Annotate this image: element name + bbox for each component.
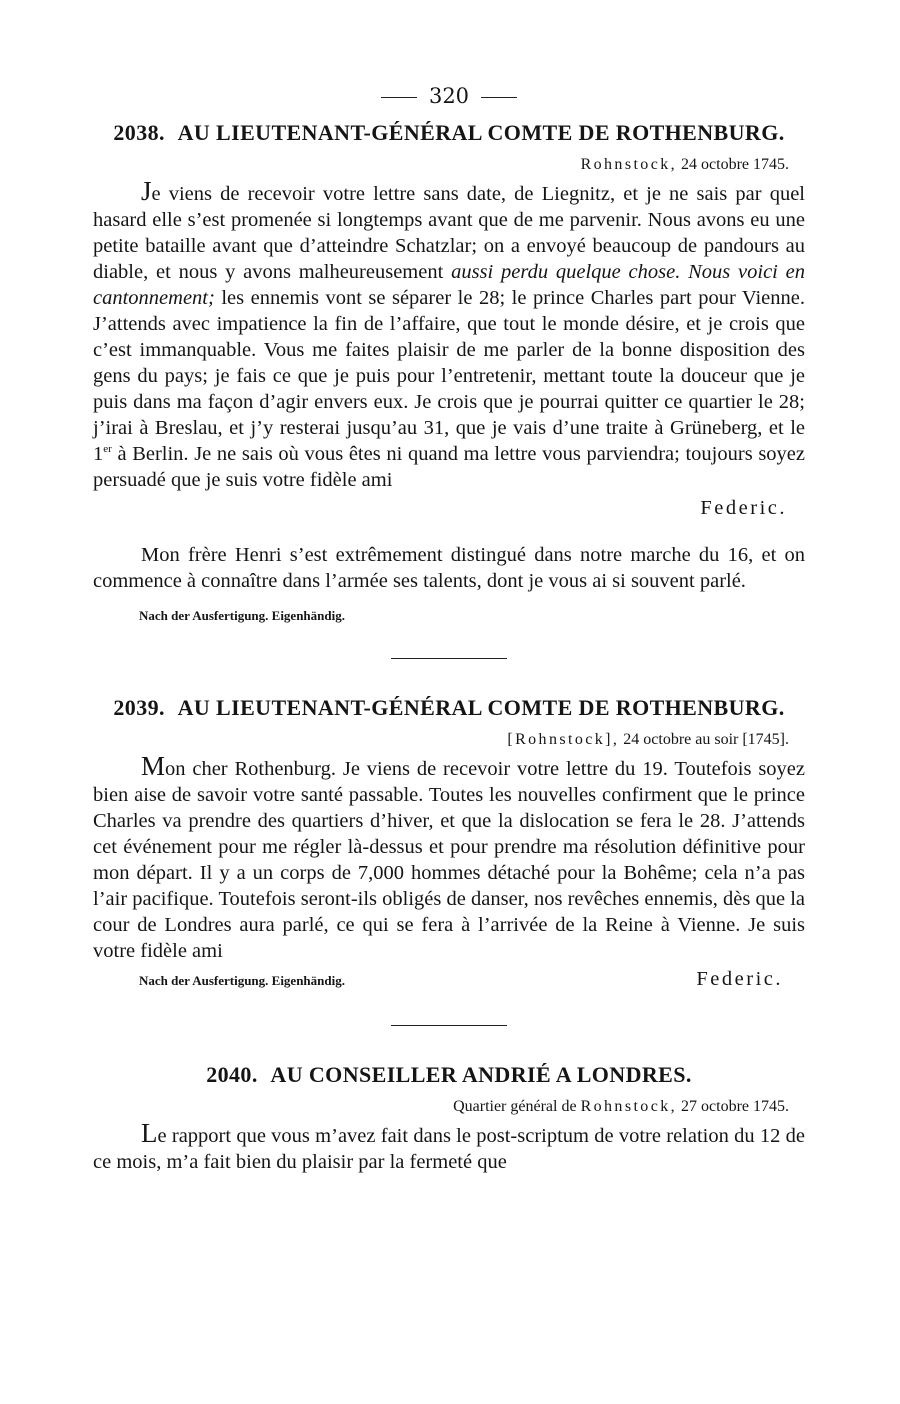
- letter-2040: [93, 1062, 805, 1175]
- letter-title: AU LIEUTENANT-GÉNÉRAL COMTE DE ROTHENBURG.: [177, 120, 785, 145]
- initial-letter: L: [141, 1118, 158, 1148]
- section-divider: [391, 1025, 507, 1026]
- signature: Federic.: [696, 968, 783, 990]
- date-place: Rohnstock,: [580, 156, 678, 173]
- letter-dateline: [93, 1098, 789, 1116]
- letter-heading: [93, 695, 805, 721]
- letter-body: [93, 753, 805, 964]
- letter-number: 2038.: [113, 120, 165, 145]
- page-number: 320: [428, 84, 470, 108]
- date-place: [Rohnstock],: [507, 731, 620, 748]
- letter-heading: [93, 1062, 805, 1088]
- body-text: on cher Rothenburg. Je viens de recevoir votre lettre du 19. Toutefois soyez bien aise de savoir votre santé passable. Toutes les nouvelles confirment que le prince Charles va prendre des quartiers d’hiver, et que la dislocation se fera le 28. J’attends cet événement pour me régler là-dessus et pour prendre ma résolution définitive pour mon départ. Il y a un corps de 7,000 hommes détaché pour la Bohême; cela n’a pas l’air pacifique. Toutefois seront-ils obligés de danser, nos revêches ennemis, dès que la cour de Londres aura parlé, ce qui se fera à l’arrivée de la Reine à Vienne. Je suis votre fidèle ami: [93, 758, 805, 962]
- body-text: e viens de recevoir votre lettre sans date, de Liegnitz, et je ne sais par quel hasard elle s’est promenée si longtemps avant que de me parvenir. Nous avons eu une petite bataille avant que d’atteindre Schatzlar; on a envoyé beaucoup de pandours au diable, et nous y avons malheureusement: [93, 183, 805, 283]
- initial-letter: M: [141, 751, 166, 781]
- letter-dateline: [93, 731, 789, 749]
- page-number-dash-left: [381, 97, 417, 98]
- letter-2039: [93, 695, 805, 991]
- letter-number: 2039.: [113, 695, 165, 720]
- page: [93, 84, 805, 1175]
- source-signature-row: [93, 968, 805, 991]
- superscript: er: [103, 443, 112, 456]
- body-text: les ennemis vont se séparer le 28; le prince Charles part pour Vienne. J’attends avec impatience la fin de l’affaire, que tout le monde désire, et je crois que c’est immanquable. Vous me faites plaisir de me parler de la bonne disposition des gens du pays; je fais ce que je puis pour l’entretenir, mettant toute la douceur que je puis dans ma façon d’agir envers eux. Je crois que je pourrai quitter ce quartier le 28; j’irai à Breslau, et j’y resterai jusqu’au 31, que je vais d’une traite à Grüneberg, et le 1: [93, 287, 805, 465]
- letter-title: AU CONSEILLER ANDRIÉ A LONDRES.: [270, 1062, 692, 1087]
- date-prefix: Quartier général de: [453, 1098, 577, 1115]
- date-place: Rohnstock,: [580, 1098, 678, 1115]
- date-text: 24 octobre 1745.: [681, 156, 789, 173]
- body-italic: aussi perdu quelque chose. Nous voici en cantonnement;: [93, 261, 805, 309]
- letter-2038: [93, 120, 805, 624]
- body-text: à Berlin. Je ne sais où vous êtes ni quand ma lettre vous parviendra; toujours soyez persuadé que je suis votre fidèle ami: [93, 443, 805, 491]
- body-text: e rapport que vous m’avez fait dans le post-scriptum de votre relation du 12 de ce mois, m’a fait bien du plaisir par la fermeté que: [93, 1125, 805, 1173]
- source-note: Nach der Ausfertigung. Eigenhändig.: [139, 608, 345, 623]
- postscript: Mon frère Henri s’est extrêmement distingué dans notre marche du 16, et on commence à connaître dans l’armée ses talents, dont je vous ai si souvent parlé.: [93, 544, 805, 592]
- initial-letter: J: [141, 176, 152, 206]
- source-note: Nach der Ausfertigung. Eigenhändig.: [139, 973, 345, 988]
- letter-number: 2040.: [206, 1062, 258, 1087]
- letter-body: [93, 178, 805, 493]
- letter-heading: [93, 120, 805, 146]
- date-text: 24 octobre au soir [1745].: [623, 731, 789, 748]
- date-text: 27 octobre 1745.: [681, 1098, 789, 1115]
- letter-dateline: [93, 156, 789, 174]
- page-number-dash-right: [481, 97, 517, 98]
- section-divider: [391, 658, 507, 659]
- letter-body: [93, 1120, 805, 1175]
- signature: Federic.: [700, 497, 787, 519]
- letter-title: AU LIEUTENANT-GÉNÉRAL COMTE DE ROTHENBURG.: [177, 695, 785, 720]
- page-number-line: [93, 84, 805, 108]
